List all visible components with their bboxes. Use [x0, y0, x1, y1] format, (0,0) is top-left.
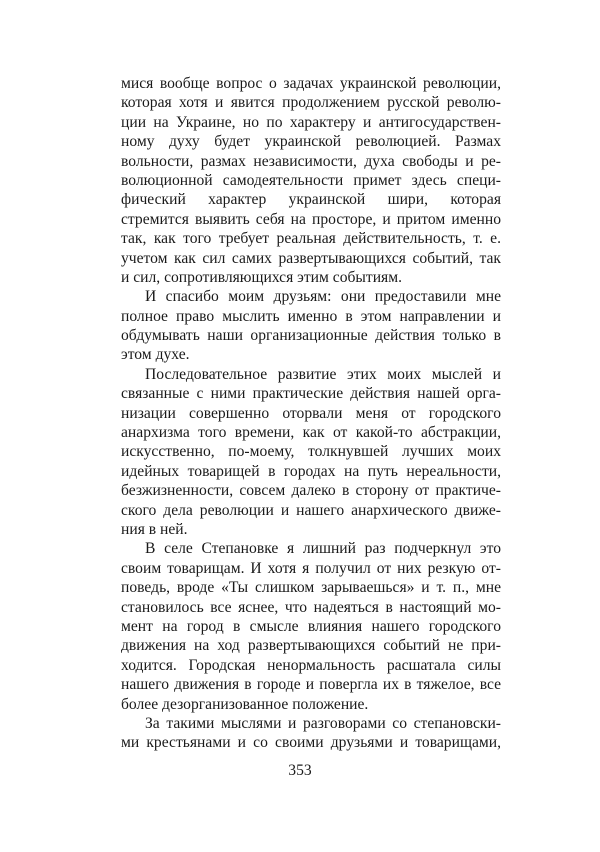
text-line: связанные с ними практические действия нашей орга- — [121, 385, 501, 403]
text-line: анархизма того времени, как от какой-то абстракции, — [121, 424, 501, 442]
text-line: вольности, размах независимости, духа свободы и ре- — [121, 152, 501, 170]
text-line: обдумывать наши организационные действия только в — [121, 327, 501, 345]
text-line: волюционной самодеятельности примет здесь специ- — [121, 171, 501, 189]
text-line: движения на ход развертывающихся событий не при- — [121, 637, 501, 655]
text-line: и сил, сопротивляющихся этим событиям. — [121, 268, 402, 286]
page-number: 353 — [288, 762, 312, 779]
text-line: идейных товарищей в городах на путь нереальности, — [121, 462, 501, 480]
text-line: поведь, вроде «Ты слишком зарываешься» и т. п., мне — [121, 579, 501, 597]
text-line: учетом как сил самих развертывающихся событий, так — [121, 249, 501, 267]
paragraph — [121, 539, 501, 714]
text-line: низации совершенно оторвали меня от городского — [121, 404, 501, 422]
text-line: ходится. Городская ненормальность расшатала силы — [121, 656, 501, 674]
text-line: ному духу будет украинской революцией. Размах — [121, 133, 501, 151]
text-line: так, как того требует реальная действительность, т. е. — [121, 230, 501, 248]
paragraph — [121, 74, 501, 287]
paragraph — [121, 365, 501, 540]
text-line: нашего движения в городе и повергла их в тяжелое, все — [121, 676, 501, 694]
body-text — [121, 74, 501, 753]
text-line: ния в ней. — [121, 520, 188, 538]
text-line: мент на город в смысле влияния нашего городского — [121, 617, 501, 635]
text-line: В селе Степановке я лишний раз подчеркнул это — [145, 540, 501, 558]
text-line: искусственно, по-моему, толкнувшей лучших моих — [121, 443, 501, 461]
text-line: своим товарищам. И хотя я получил от них резкую от- — [121, 559, 501, 577]
text-line: этом духе. — [121, 346, 190, 364]
text-line: становилось все яснее, что надеяться в настоящий мо- — [121, 598, 501, 616]
paragraph — [121, 714, 501, 753]
paragraph — [121, 287, 501, 365]
text-line: ского дела революции и нашего анархического движе- — [121, 501, 501, 519]
text-line: мися вообще вопрос о задачах украинской революции, — [121, 75, 501, 92]
text-line: ции на Украине, но по характеру и антигосударствен- — [121, 113, 501, 131]
text-line: фический характер украинской шири, которая — [121, 191, 501, 209]
text-line: более дезорганизованное положение. — [121, 695, 369, 713]
text-line: стремится выявить себя на просторе, и притом именно — [121, 210, 501, 228]
text-line: полное право мыслить именно в этом направлении и — [121, 307, 501, 325]
text-line: И спасибо моим друзьям: они предоставили мне — [145, 288, 501, 306]
text-line: которая хотя и явится продолжением русской револю- — [121, 94, 501, 112]
text-line: ми крестьянами и со своими друзьями и товарищами, — [121, 734, 501, 752]
text-line: За такими мыслями и разговорами со степановски- — [145, 714, 501, 732]
text-line: безжизненности, совсем далеко в сторону от практиче- — [121, 482, 501, 500]
text-line: Последовательное развитие этих моих мыслей и — [145, 365, 501, 383]
